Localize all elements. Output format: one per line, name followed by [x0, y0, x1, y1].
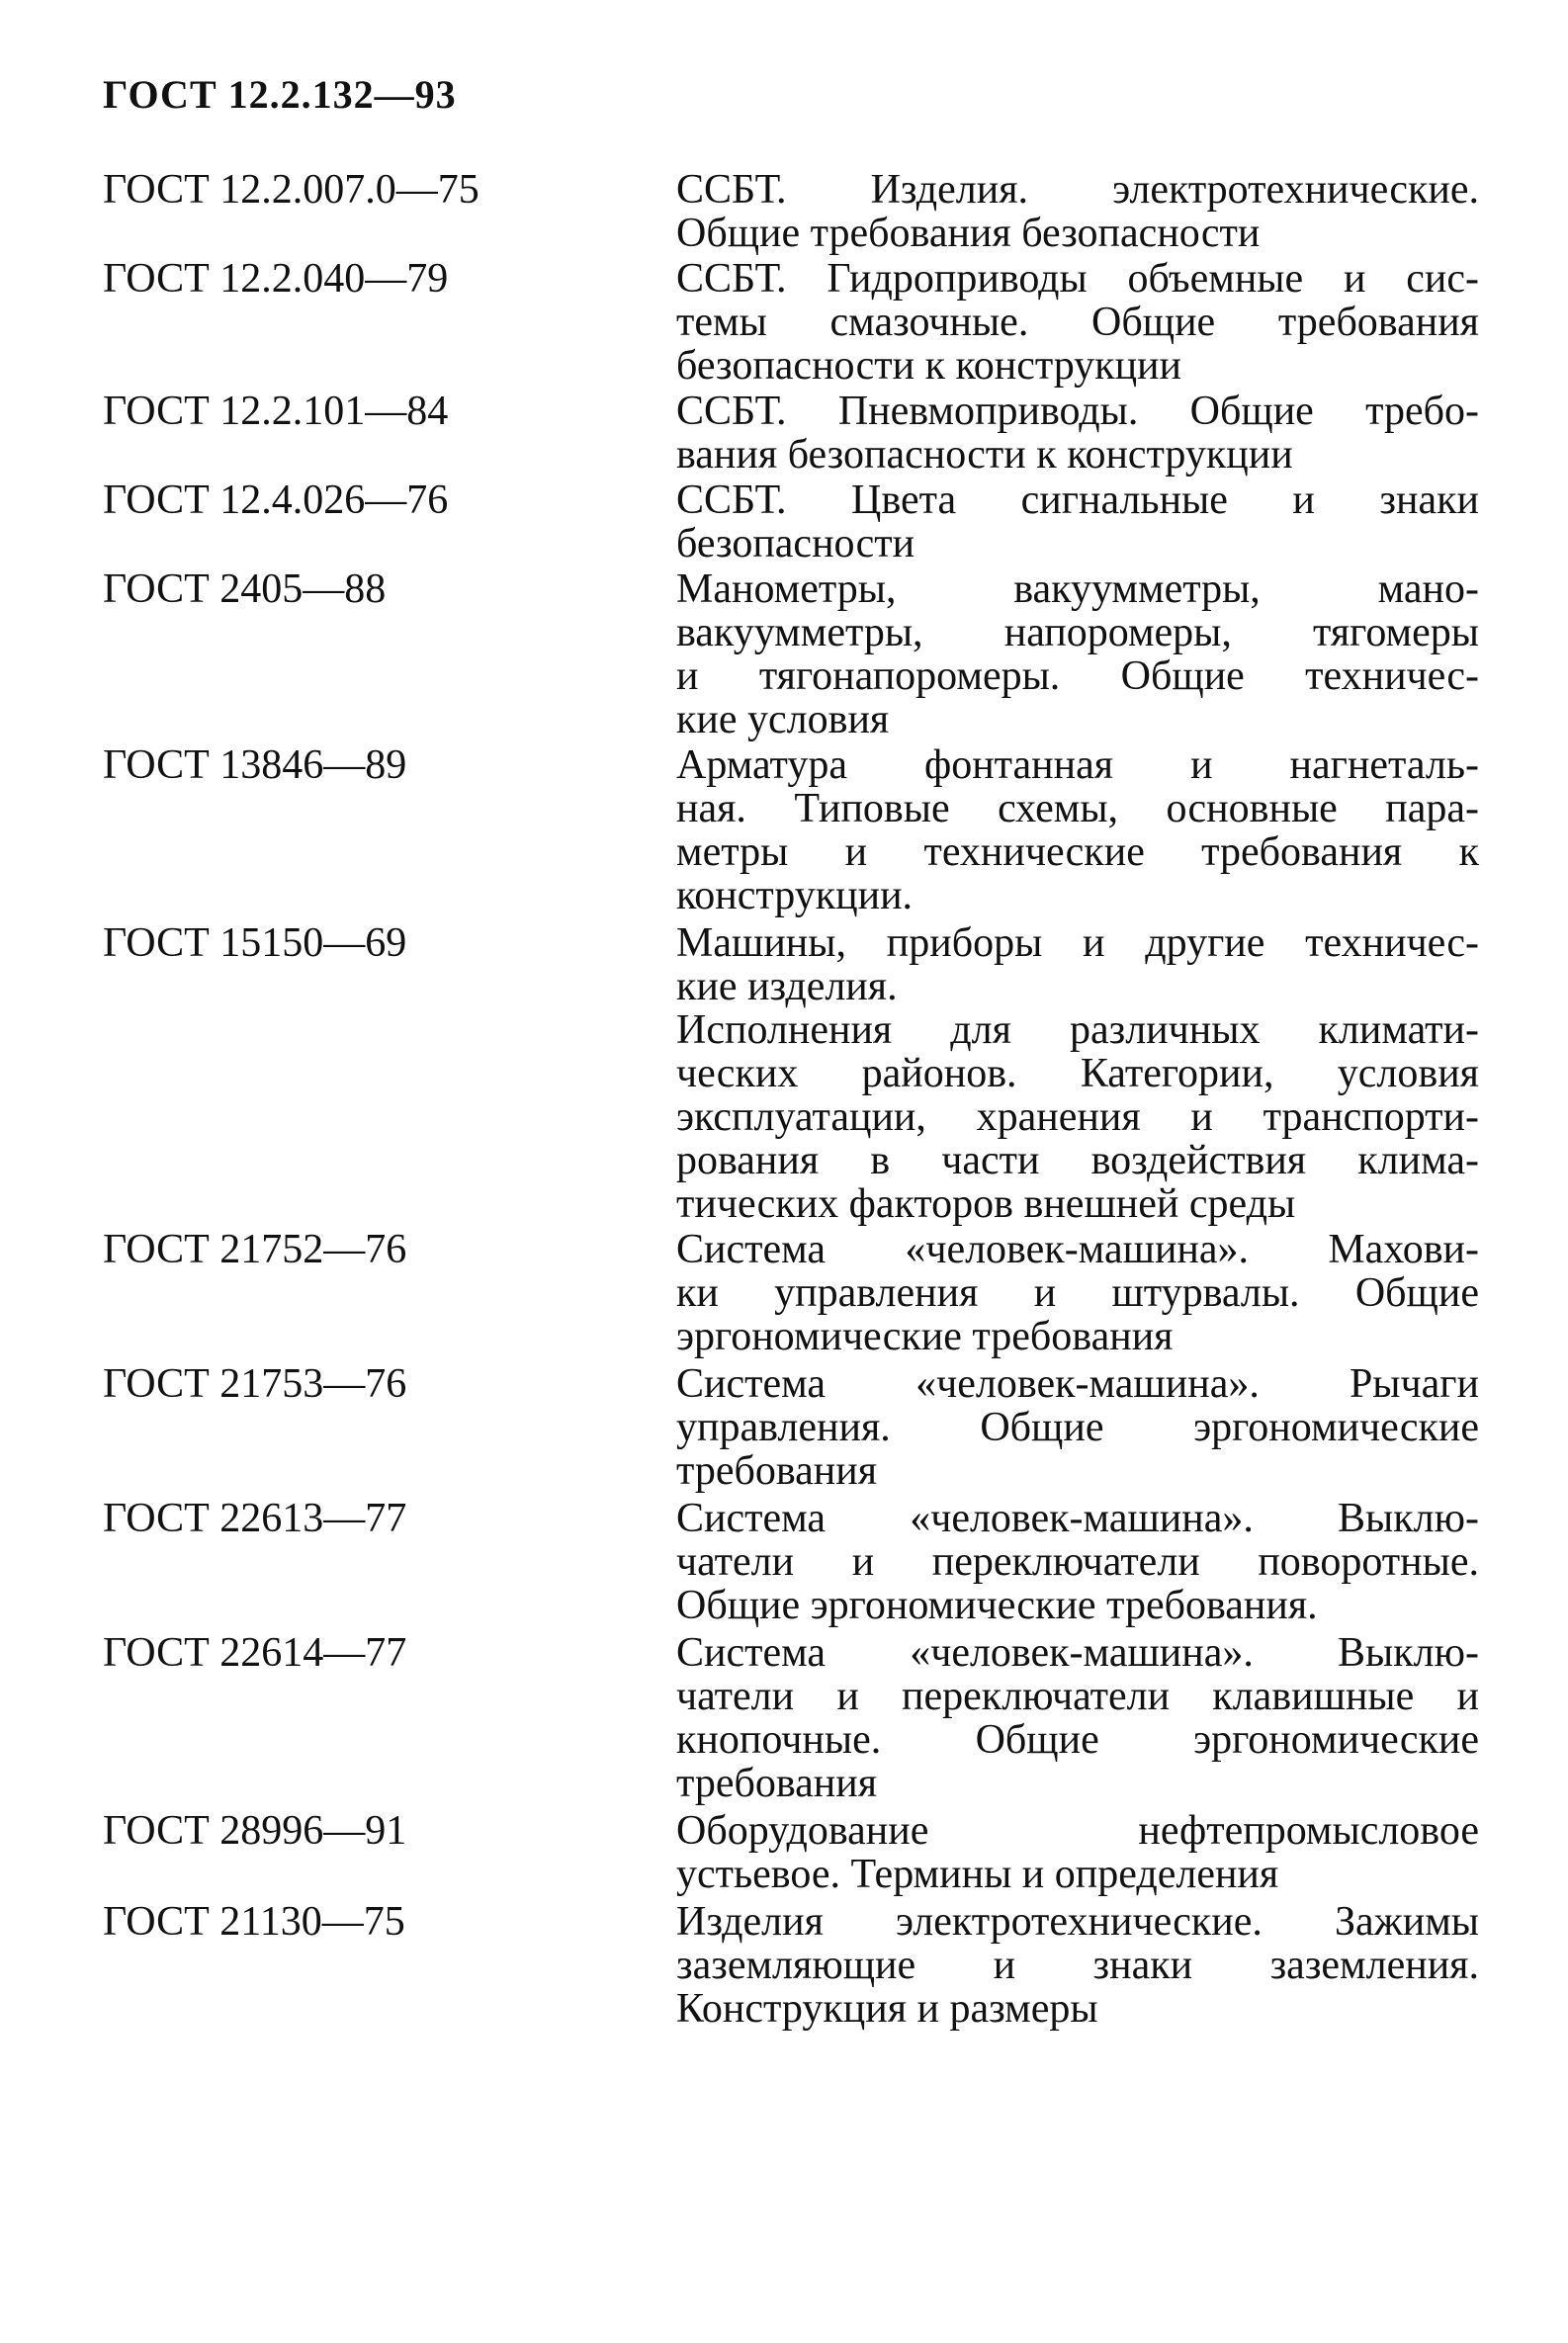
reference-title-line: Машины, приборы и другие техничес-: [676, 920, 1479, 966]
reference-title: [676, 390, 1479, 477]
reference-title-line: тических факторов внешней среды: [676, 1181, 1296, 1227]
reference-title-line: вания безопасности к конструкции: [676, 432, 1293, 477]
reference-title-line: Система «человек-машина». Выклю-: [676, 1496, 1479, 1541]
reference-title-line: и тягонапоромеры. Общие техничес-: [676, 653, 1479, 699]
reference-title-line: кие условия: [676, 697, 890, 742]
reference-code: ГОСТ 21753—76: [103, 1361, 407, 1407]
reference-code: ГОСТ 12.2.101—84: [103, 389, 449, 434]
reference-title-paragraph: [676, 743, 1479, 917]
reference-title: [676, 478, 1479, 565]
reference-title-paragraph: [676, 168, 1479, 255]
reference-title: [676, 257, 1479, 388]
reference-title-line: ки управления и штурвалы. Общие: [676, 1270, 1479, 1316]
reference-title: [676, 743, 1479, 917]
reference-title-line: Исполнения для различных климати-: [676, 1007, 1479, 1053]
reference-title-line: вакуумметры, напоромеры, тягомеры: [676, 610, 1479, 655]
reference-title-line: заземляющие и знаки заземления.: [676, 1943, 1479, 1988]
reference-entry: [103, 478, 1487, 565]
reference-title-line: требования: [676, 1761, 878, 1806]
reference-title-paragraph: [676, 567, 1479, 741]
reference-title-paragraph: [676, 390, 1479, 477]
reference-title-paragraph: [676, 1497, 1479, 1627]
reference-title-line: чатели и переключатели клавишные и: [676, 1674, 1479, 1719]
reference-entry: [103, 921, 1487, 1226]
reference-title-line: Манометры, вакуумметры, мано-: [676, 566, 1479, 612]
reference-title-paragraph: [676, 1809, 1479, 1896]
reference-entry: [103, 390, 1487, 477]
reference-code: ГОСТ 12.2.040—79: [103, 256, 449, 302]
reference-title: [676, 1900, 1479, 2031]
reference-title-line: Система «человек-машина». Махови-: [676, 1227, 1479, 1272]
reference-code: ГОСТ 12.2.007.0—75: [103, 167, 479, 213]
reference-code: ГОСТ 13846—89: [103, 742, 407, 788]
reference-title: [676, 1362, 1479, 1493]
reference-title: [676, 168, 1479, 255]
reference-entry: [103, 1228, 1487, 1358]
reference-code: ГОСТ 22614—77: [103, 1630, 407, 1676]
reference-entry: [103, 1362, 1487, 1493]
reference-title-paragraph: [676, 921, 1479, 1008]
reference-title-line: ССБТ. Изделия. электротехнические.: [676, 167, 1479, 213]
reference-title-line: кие изделия.: [676, 964, 898, 1009]
reference-entry: [103, 1497, 1487, 1627]
reference-entry: [103, 168, 1487, 255]
reference-title: [676, 567, 1479, 741]
reference-title-line: Общие требования безопасности: [676, 211, 1261, 256]
reference-title-line: Система «человек-машина». Рычаги: [676, 1361, 1479, 1407]
reference-title-line: ССБТ. Пневмоприводы. Общие требо-: [676, 389, 1479, 434]
reference-code: ГОСТ 15150—69: [103, 920, 407, 966]
reference-code: ГОСТ 21752—76: [103, 1227, 407, 1272]
reference-title-line: безопасности к конструкции: [676, 343, 1182, 389]
reference-title-line: темы смазочные. Общие требования: [676, 300, 1479, 345]
reference-title-paragraph: [676, 1228, 1479, 1358]
reference-title-paragraph: [676, 1362, 1479, 1493]
reference-title-line: конструкции.: [676, 873, 914, 918]
reference-entry: [103, 1900, 1487, 2031]
reference-title-line: Оборудование нефтепромысловое: [676, 1808, 1479, 1854]
reference-title-paragraph: [676, 1631, 1479, 1805]
reference-title-line: эксплуатации, хранения и транспорти-: [676, 1094, 1479, 1140]
reference-title-line: Изделия электротехнические. Зажимы: [676, 1899, 1479, 1945]
reference-title-line: Конструкция и размеры: [676, 1986, 1098, 2032]
reference-title-paragraph: [676, 478, 1479, 565]
reference-title-line: Система «человек-машина». Выклю-: [676, 1630, 1479, 1676]
reference-code: ГОСТ 28996—91: [103, 1808, 407, 1854]
reference-title: [676, 1228, 1479, 1358]
reference-code: ГОСТ 12.4.026—76: [103, 477, 449, 523]
reference-entry: [103, 257, 1487, 388]
reference-entry: [103, 1631, 1487, 1805]
reference-title-paragraph: [676, 257, 1479, 388]
reference-code: ГОСТ 22613—77: [103, 1496, 407, 1541]
reference-title-line: чатели и переключатели поворотные.: [676, 1539, 1479, 1585]
reference-title: [676, 1497, 1479, 1627]
reference-title: [676, 1809, 1479, 1896]
reference-code: ГОСТ 2405—88: [103, 566, 387, 612]
reference-title-line: ная. Типовые схемы, основные пара-: [676, 786, 1479, 831]
reference-title: [676, 921, 1479, 1226]
reference-title-line: ческих районов. Категории, условия: [676, 1051, 1479, 1096]
reference-title-paragraph: [676, 1900, 1479, 2031]
reference-title-line: ССБТ. Гидроприводы объемные и сис-: [676, 256, 1479, 302]
reference-entry: [103, 1809, 1487, 1896]
reference-title-line: кнопочные. Общие эргономические: [676, 1717, 1479, 1763]
reference-title-line: Общие эргономические требования.: [676, 1583, 1318, 1628]
reference-title-line: Арматура фонтанная и нагнеталь-: [676, 742, 1479, 788]
page-header: ГОСТ 12.2.132—93: [103, 72, 457, 117]
reference-title-line: рования в части воздействия клима-: [676, 1138, 1479, 1183]
reference-title-line: безопасности: [676, 521, 915, 566]
reference-title-line: управления. Общие эргономические: [676, 1405, 1479, 1450]
reference-entry: [103, 743, 1487, 917]
reference-title-line: требования: [676, 1448, 878, 1494]
reference-title-line: устьевое. Термины и определения: [676, 1852, 1279, 1897]
reference-title: [676, 1631, 1479, 1805]
reference-entry: [103, 567, 1487, 741]
reference-title-line: метры и технические требования к: [676, 829, 1479, 875]
reference-title-line: ССБТ. Цвета сигнальные и знаки: [676, 477, 1479, 523]
reference-title-paragraph: [676, 1008, 1479, 1226]
reference-code: ГОСТ 21130—75: [103, 1899, 405, 1945]
reference-title-line: эргономические требования: [676, 1314, 1174, 1359]
reference-list: [103, 168, 1487, 2035]
